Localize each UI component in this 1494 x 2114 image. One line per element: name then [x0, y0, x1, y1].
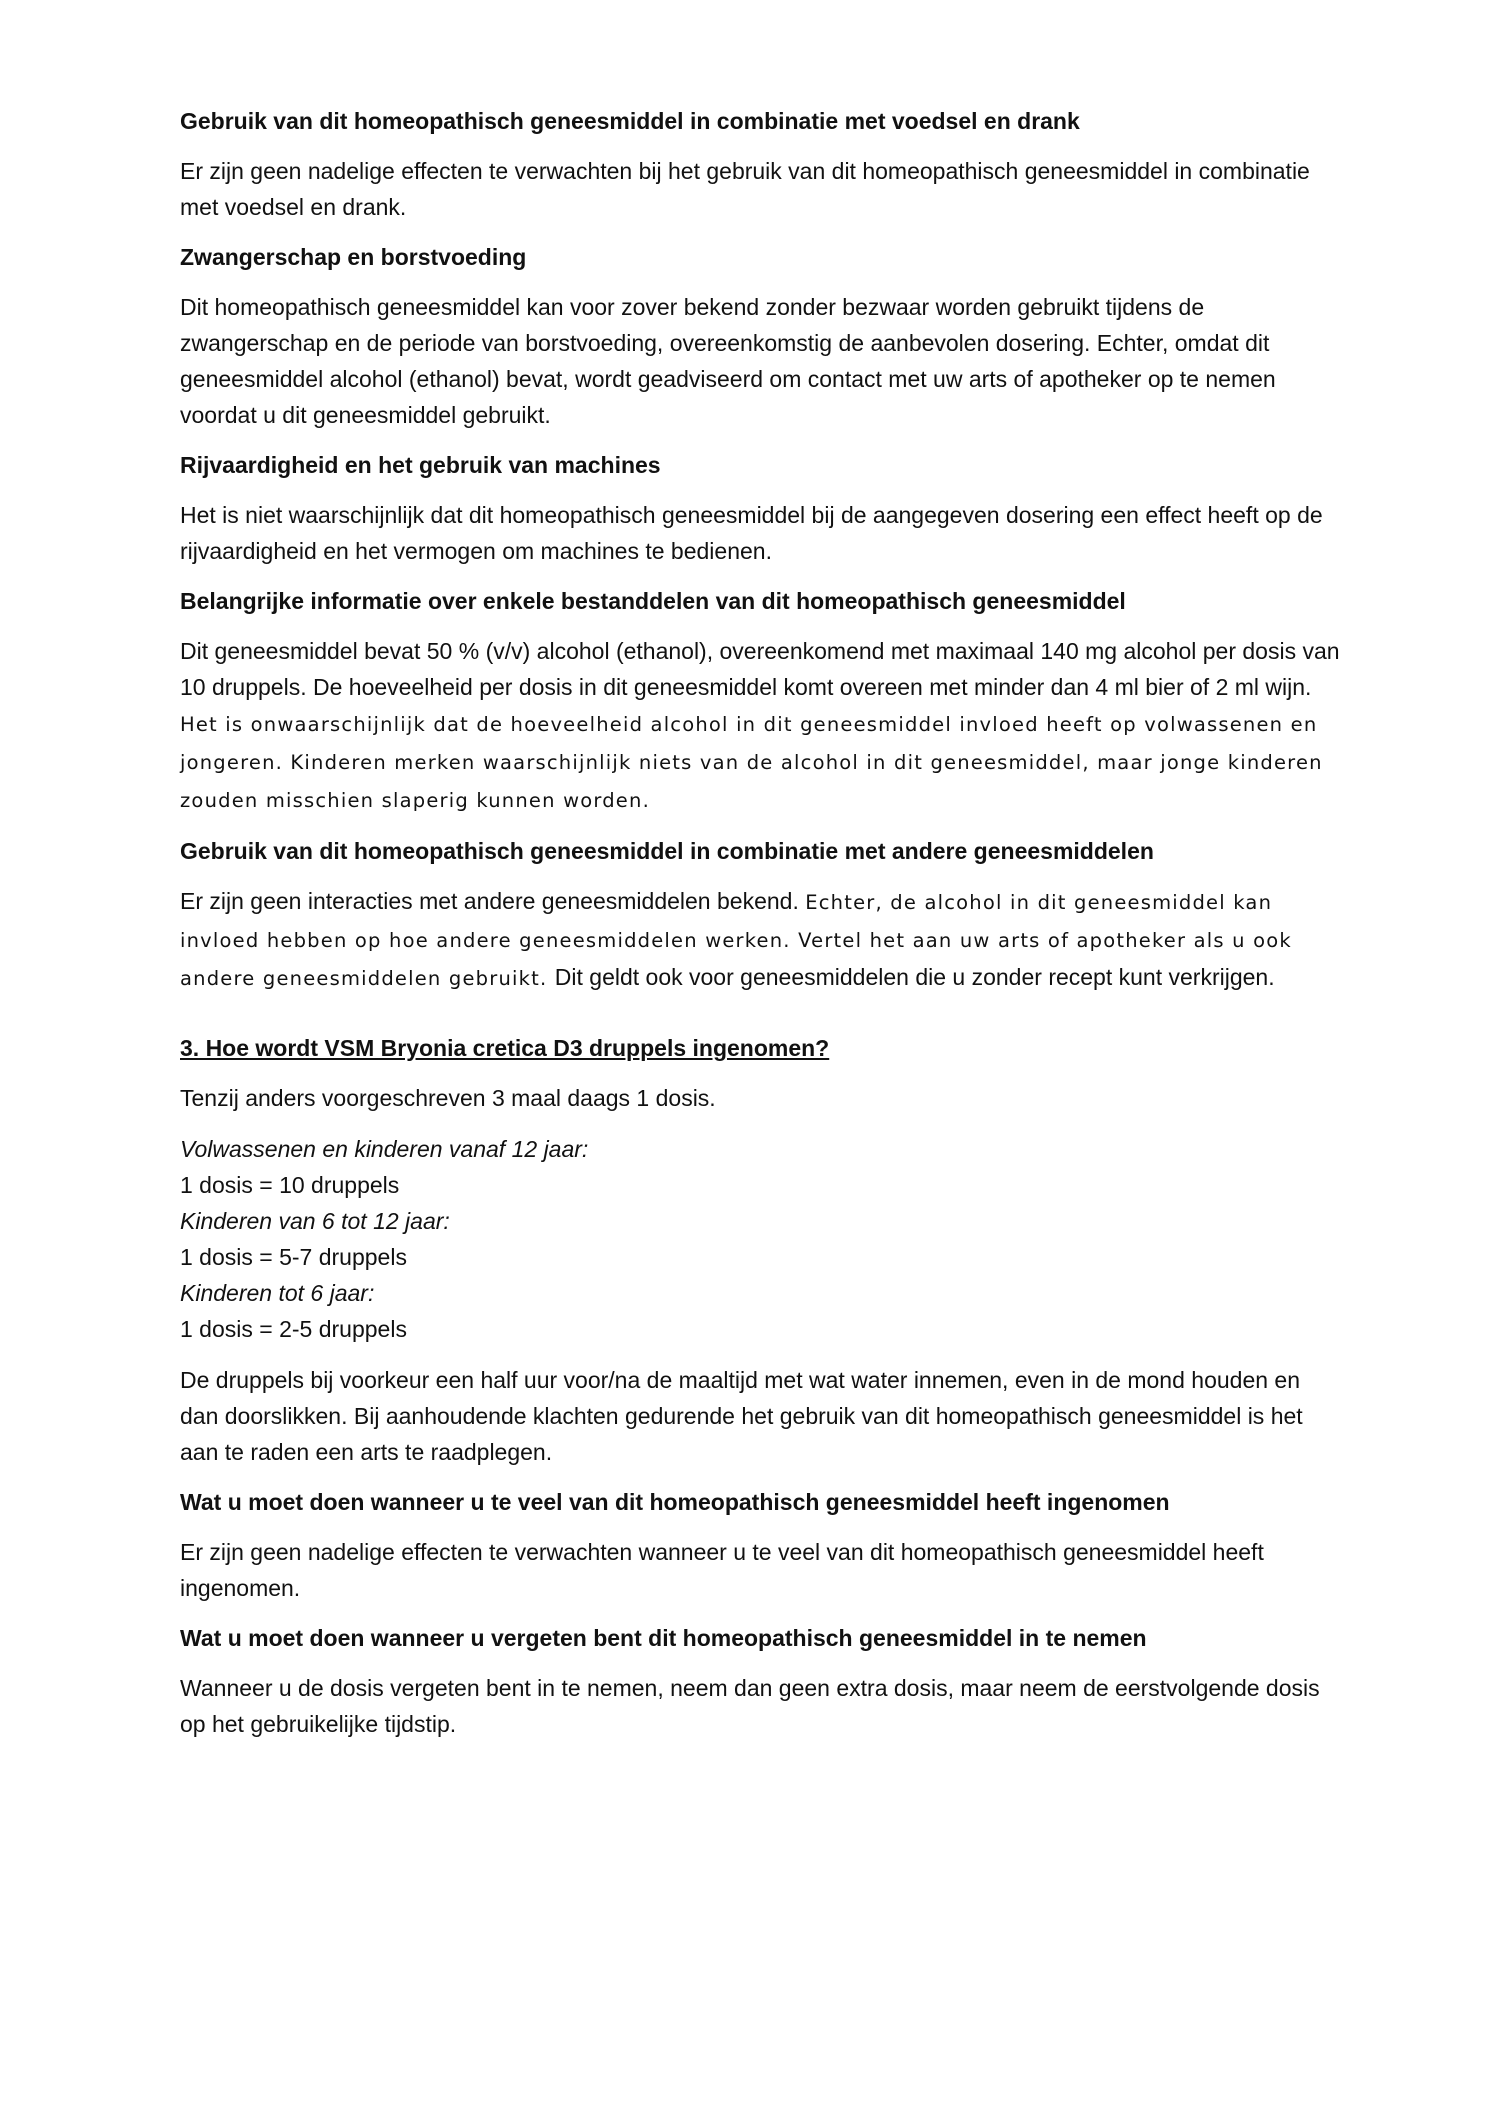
text-missed-dose: Wanneer u de dosis vergeten bent in te nemen, neem dan geen extra dosis, maar neem de eerstvolgende dosis op het gebruikelijke tijdstip.: [180, 1675, 1320, 1737]
text-overdose: Er zijn geen nadelige effecten te verwachten wanneer u te veel van dit homeopathisch geneesmiddel heeft ingenomen.: [180, 1539, 1264, 1601]
dosage-value: 1 dosis = 10 druppels: [180, 1172, 400, 1198]
text-interactions-b: Dit geldt ook voor geneesmiddelen die u zonder recept kunt verkrijgen.: [554, 964, 1275, 990]
text-pregnancy: Dit homeopathisch geneesmiddel kan voor zover bekend zonder bezwaar worden gebruikt tijdens de zwangerschap en de periode van borstvoeding, overeenkomstig de aanbevolen dosering. Echter, omdat dit geneesmiddel alcohol (ethanol) bevat, wordt geadviseerd om contact met uw arts of apotheker op te nemen voordat u dit geneesmiddel gebruikt.: [180, 294, 1276, 428]
chapter-3-title: 3. Hoe wordt VSM Bryonia cretica D3 druppels ingenomen?: [180, 1035, 830, 1061]
dosage-group: Kinderen van 6 tot 12 jaar:: [180, 1208, 450, 1234]
dosage-instructions: De druppels bij voorkeur een half uur voor/na de maaltijd met wat water innemen, even in de mond houden en dan doorslikken. Bij aanhoudende klachten gedurende het gebruik van dit homeopathisch geneesmiddel is het aan te raden een arts te raadplegen.: [180, 1367, 1303, 1465]
heading-driving: Rijvaardigheid en het gebruik van machines: [180, 452, 661, 478]
text-interactions-a: Er zijn geen interacties met andere geneesmiddelen bekend.: [180, 888, 806, 914]
text-food: Er zijn geen nadelige effecten te verwachten bij het gebruik van dit homeopathisch geneesmiddel in combinatie met voedsel en drank.: [180, 158, 1310, 220]
heading-interactions: Gebruik van dit homeopathisch geneesmiddel in combinatie met andere geneesmiddelen: [180, 838, 1154, 864]
dosage-group: Kinderen tot 6 jaar:: [180, 1280, 375, 1306]
heading-food: Gebruik van dit homeopathisch geneesmiddel in combinatie met voedsel en drank: [180, 108, 1080, 134]
dosage-group: Volwassenen en kinderen vanaf 12 jaar:: [180, 1136, 589, 1162]
dosage-list: [180, 1131, 1340, 1347]
dosage-intro: Tenzij anders voorgeschreven 3 maal daags 1 dosis.: [180, 1085, 716, 1111]
text-ingredients: [180, 633, 1340, 819]
text-driving: Het is niet waarschijnlijk dat dit homeopathisch geneesmiddel bij de aangegeven dosering een effect heeft op de rijvaardigheid en het vermogen om machines te bedienen.: [180, 502, 1323, 564]
heading-missed-dose: Wat u moet doen wanneer u vergeten bent dit homeopathisch geneesmiddel in te nemen: [180, 1625, 1147, 1651]
text-ingredients-small: Het is onwaarschijnlijk dat de hoeveelheid alcohol in dit geneesmiddel invloed heeft op volwassenen en jongeren. Kinderen merken waarschijnlijk niets van de alcohol in dit geneesmiddel, maar jonge kinderen zouden misschien slaperig kunnen worden.: [180, 713, 1323, 812]
text-ingredients-main: Dit geneesmiddel bevat 50 % (v/v) alcohol (ethanol), overeenkomend met maximaal 140 mg alcohol per dosis van 10 druppels. De hoeveelheid per dosis in dit geneesmiddel komt overeen met minder dan 4 ml bier of 2 ml wijn.: [180, 638, 1340, 700]
document-page: [180, 104, 1340, 1757]
heading-ingredients: Belangrijke informatie over enkele bestanddelen van dit homeopathisch geneesmiddel: [180, 588, 1126, 614]
dosage-value: 1 dosis = 2-5 druppels: [180, 1316, 407, 1342]
text-interactions-small: Echter, de alcohol in dit geneesmiddel kan invloed hebben op hoe andere geneesmiddelen werken. Vertel het aan uw arts of apotheker als u ook andere geneesmiddelen gebruikt.: [180, 891, 1292, 990]
dosage-value: 1 dosis = 5-7 druppels: [180, 1244, 407, 1270]
heading-overdose: Wat u moet doen wanneer u te veel van dit homeopathisch geneesmiddel heeft ingenomen: [180, 1489, 1170, 1515]
heading-pregnancy: Zwangerschap en borstvoeding: [180, 244, 527, 270]
text-interactions: [180, 883, 1340, 997]
